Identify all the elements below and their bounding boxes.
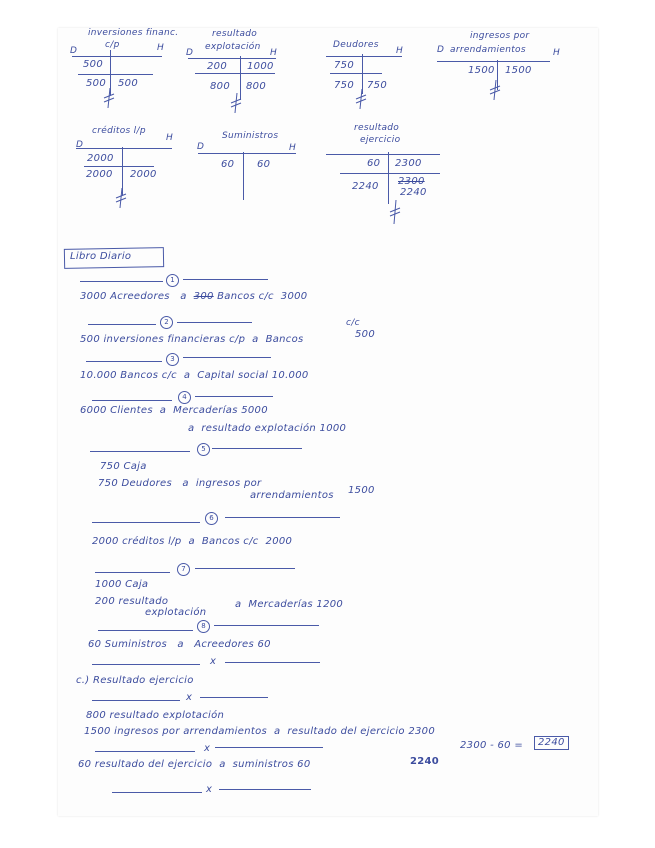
account-subtitle: ejercicio bbox=[360, 135, 401, 145]
separator-line bbox=[80, 281, 163, 282]
separator-line bbox=[98, 630, 193, 631]
credit-total: 750 bbox=[367, 80, 387, 91]
account-title: Suministros bbox=[222, 131, 279, 141]
debit-total: 2000 bbox=[86, 169, 113, 180]
separator-line bbox=[112, 792, 202, 793]
journal-entry-4-line1: 6000 Clientes a Mercaderías 5000 bbox=[80, 405, 268, 416]
account-subtitle: arrendamientos bbox=[450, 45, 526, 55]
t-horizontal-line bbox=[326, 56, 402, 57]
closing-mark-icon bbox=[489, 80, 501, 100]
account-title: ingresos por bbox=[470, 31, 530, 41]
separator-line bbox=[225, 662, 320, 663]
separator-line bbox=[219, 789, 311, 790]
total-line bbox=[330, 73, 382, 74]
entry-number: 4 bbox=[178, 391, 191, 404]
closing-mark-icon bbox=[355, 89, 367, 109]
credit-label: H bbox=[166, 133, 174, 143]
separator-line bbox=[95, 572, 170, 573]
closing-mark-icon bbox=[103, 88, 115, 108]
journal-entry-6: 2000 créditos l/p a Bancos c/c 2000 bbox=[92, 536, 293, 547]
account-title: créditos l/p bbox=[92, 126, 146, 136]
entry-number: 3 bbox=[166, 353, 179, 366]
credit-total: 800 bbox=[246, 81, 266, 92]
debit-value: 500 bbox=[83, 59, 103, 70]
credit-label: H bbox=[270, 48, 278, 58]
credit-total: 2000 bbox=[130, 169, 157, 180]
total-line bbox=[195, 73, 275, 74]
entry-text: 3000 Acreedores a bbox=[80, 291, 194, 302]
journal-entry-3: 10.000 Bancos c/c a Capital social 10.000 bbox=[80, 370, 309, 381]
calc-result: 2240 bbox=[534, 736, 569, 750]
separator-line bbox=[183, 279, 268, 280]
separator-line bbox=[92, 522, 200, 523]
struck-credit-total: 2300 bbox=[398, 176, 425, 187]
t-vertical-line bbox=[388, 152, 389, 204]
debit-total: 500 bbox=[86, 78, 106, 89]
separator-line bbox=[92, 664, 200, 665]
closing-line-1: 800 resultado explotación bbox=[86, 710, 225, 721]
credit-value: 1500 bbox=[505, 65, 532, 76]
credit-label: H bbox=[553, 48, 561, 58]
account-title: inversiones financ. bbox=[88, 28, 179, 38]
debit-total: 750 bbox=[334, 80, 354, 91]
closing-line-2: 1500 ingresos por arrendamientos a resultado del ejercicio 2300 bbox=[84, 726, 435, 737]
separator-line bbox=[195, 396, 273, 397]
journal-heading: Libro Diario bbox=[70, 251, 132, 262]
t-horizontal-line bbox=[326, 154, 440, 155]
debit-total: 800 bbox=[210, 81, 230, 92]
separator-line bbox=[200, 697, 268, 698]
separator-line bbox=[225, 517, 340, 518]
separator-mark: x bbox=[210, 656, 217, 667]
journal-entry-7-line4: a Mercaderías 1200 bbox=[235, 599, 344, 610]
struck-text: 300 bbox=[193, 291, 214, 302]
credit-total: 500 bbox=[118, 78, 138, 89]
superscript-note: c/c bbox=[346, 318, 360, 328]
entry-number: 1 bbox=[166, 274, 179, 287]
debit-label: D bbox=[437, 45, 445, 55]
debit-label: D bbox=[186, 48, 194, 58]
credit-label: H bbox=[157, 43, 165, 53]
journal-entry-7-line2: 200 resultado bbox=[95, 596, 169, 607]
entry-number: 5 bbox=[197, 443, 210, 456]
t-horizontal-line bbox=[76, 148, 172, 149]
separator-line bbox=[95, 751, 195, 752]
separator-line bbox=[92, 700, 180, 701]
separator-line bbox=[183, 357, 271, 358]
journal-entry-5-line2: 750 Deudores a ingresos por bbox=[98, 478, 262, 489]
journal-entry-2: 500 inversiones financieras c/p a Bancos bbox=[80, 334, 304, 345]
entry-text: Bancos c/c 3000 bbox=[213, 291, 308, 302]
closing-mark-icon bbox=[115, 188, 127, 208]
debit-value: 2000 bbox=[87, 153, 114, 164]
t-horizontal-line bbox=[188, 58, 276, 59]
closing-title: c.) Resultado ejercicio bbox=[76, 675, 194, 686]
closing-mark-icon bbox=[389, 200, 401, 224]
credit-total: 2240 bbox=[400, 187, 427, 198]
paper-sheet bbox=[58, 28, 598, 816]
debit-value: 1500 bbox=[468, 65, 495, 76]
debit-value: 200 bbox=[207, 61, 227, 72]
account-title: resultado bbox=[212, 29, 258, 39]
separator-mark: x bbox=[186, 692, 193, 703]
credit-value: 60 bbox=[257, 159, 271, 170]
t-vertical-line bbox=[362, 54, 363, 94]
entry-number: 8 bbox=[197, 620, 210, 633]
closing-line-3: 60 resultado del ejercicio a suministros 60 bbox=[78, 759, 311, 770]
total-line bbox=[78, 74, 153, 75]
debit-value: 750 bbox=[334, 60, 354, 71]
debit-value: 60 bbox=[367, 158, 381, 169]
t-horizontal-line bbox=[198, 153, 296, 154]
t-horizontal-line bbox=[72, 56, 162, 57]
entry-number: 6 bbox=[205, 512, 218, 525]
account-subtitle: explotación bbox=[205, 42, 261, 52]
credit-value: 1000 bbox=[247, 61, 274, 72]
journal-entry-1 bbox=[80, 291, 307, 303]
separator-line bbox=[212, 448, 302, 449]
debit-value: 60 bbox=[221, 159, 235, 170]
separator-line bbox=[92, 400, 172, 401]
margin-note: 2240 bbox=[410, 756, 440, 767]
separator-line bbox=[214, 625, 319, 626]
journal-entry-7-line3: explotación bbox=[145, 607, 207, 618]
t-horizontal-line bbox=[437, 61, 550, 62]
entry-number: 2 bbox=[160, 316, 173, 329]
account-title: resultado bbox=[354, 123, 400, 133]
separator-line bbox=[195, 568, 295, 569]
separator-mark: x bbox=[204, 743, 211, 754]
t-vertical-line bbox=[243, 152, 244, 200]
separator-line bbox=[215, 747, 323, 748]
entry-amount: 500 bbox=[355, 329, 375, 340]
debit-label: D bbox=[70, 46, 78, 56]
debit-label: D bbox=[76, 140, 84, 150]
separator-line bbox=[177, 322, 252, 323]
entry-number: 7 bbox=[177, 563, 190, 576]
account-subtitle: c/p bbox=[105, 40, 120, 50]
journal-entry-8: 60 Suministros a Acreedores 60 bbox=[88, 639, 271, 650]
debit-total: 2240 bbox=[352, 181, 379, 192]
credit-label: H bbox=[396, 46, 404, 56]
journal-entry-5-line3: arrendamientos bbox=[250, 490, 334, 501]
journal-entry-4-line2: a resultado explotación 1000 bbox=[188, 423, 347, 434]
separator-mark: x bbox=[206, 784, 213, 795]
account-title: Deudores bbox=[333, 40, 379, 50]
total-line bbox=[340, 173, 440, 174]
credit-value: 2300 bbox=[395, 158, 422, 169]
journal-entry-5-line1: 750 Caja bbox=[100, 461, 147, 472]
separator-line bbox=[90, 451, 190, 452]
total-line bbox=[84, 166, 154, 167]
debit-label: D bbox=[197, 142, 205, 152]
journal-entry-7-line1: 1000 Caja bbox=[95, 579, 149, 590]
calc-expression: 2300 - 60 = bbox=[460, 740, 523, 751]
credit-label: H bbox=[289, 143, 297, 153]
separator-line bbox=[88, 324, 156, 325]
closing-mark-icon bbox=[230, 93, 242, 113]
separator-line bbox=[86, 361, 162, 362]
entry-amount: 1500 bbox=[348, 485, 375, 496]
